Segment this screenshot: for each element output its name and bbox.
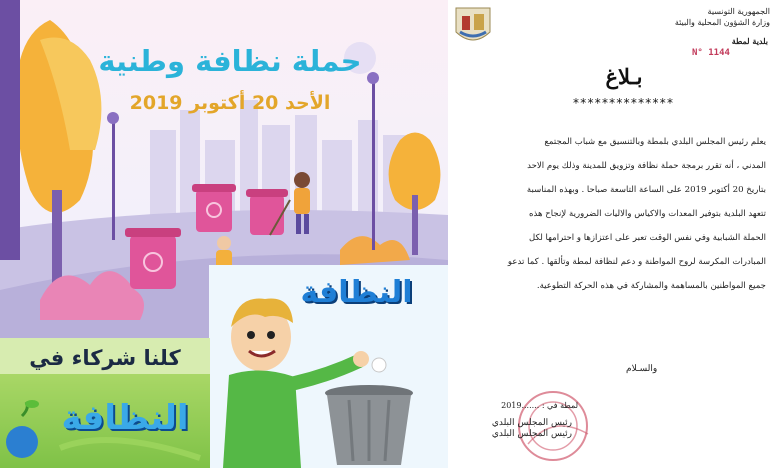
notice-date: لمطة في : .......2019 (501, 401, 578, 410)
ministry-line: وزارة الشؤون المحلية والبيئة (674, 18, 770, 27)
closing-salutation: والسـلام (626, 364, 658, 374)
partners-banner (0, 338, 210, 468)
body-line: تتعهد البلدية بتوفير المعدات والاكياس والاليات الضرورية لإنجاح هذه (528, 209, 766, 219)
signature-subtitle: رئيس المجلس البلدي (491, 429, 572, 439)
official-notice (448, 0, 780, 468)
heading-stars: ************** (572, 96, 674, 110)
banner-word: النظافة (61, 398, 189, 438)
body-line: المبادرات المكرسة لروح المواطنة و دعم لنظافة لمطة وتألقها . كما تدعو (507, 257, 766, 267)
cartoon-title: النظافة (300, 275, 413, 310)
body-line: يعلم رئيس المجلس البلدي بلمطة وبالتنسيق مع شباب المجتمع (544, 137, 766, 147)
republic-line: الجمهورية التونسية (707, 7, 770, 16)
municipality-name: بلدية لمطة (731, 36, 768, 46)
notice-heading: بـلاغ (605, 64, 643, 89)
body-line: جميع المواطنين بالمساهمة والمشاركة في هذه الحركة التطوعية. (536, 281, 766, 291)
ministry-header (675, 6, 770, 28)
body-line: المدني ، أنه تقرر برمجة حملة نظافة وتزويق للمدينة وذلك يوم الاحد (527, 161, 766, 171)
body-line: الحملة الشبابية وفي نفس الوقت تعبر على اعتزازها و احترامها لكل (528, 233, 766, 243)
cleanliness-cartoon (209, 265, 448, 468)
reference-number: N° 1144 (692, 48, 730, 58)
signature-block (492, 418, 572, 440)
poster-title: حملة نظافة وطنية (98, 44, 362, 78)
notice-body (468, 130, 766, 298)
municipality-logo-icon (452, 2, 494, 48)
banner-title: كلنا شركاء في (29, 346, 181, 370)
signature-title: رئيس المجلس البلدي (491, 418, 572, 428)
body-line: بتاريخ 20 أكتوبر 2019 على الساعة التاسعة صباحا . وبهذه المناسبة (526, 185, 766, 195)
poster-date: الأحد 20 أكتوبر 2019 (129, 92, 331, 114)
